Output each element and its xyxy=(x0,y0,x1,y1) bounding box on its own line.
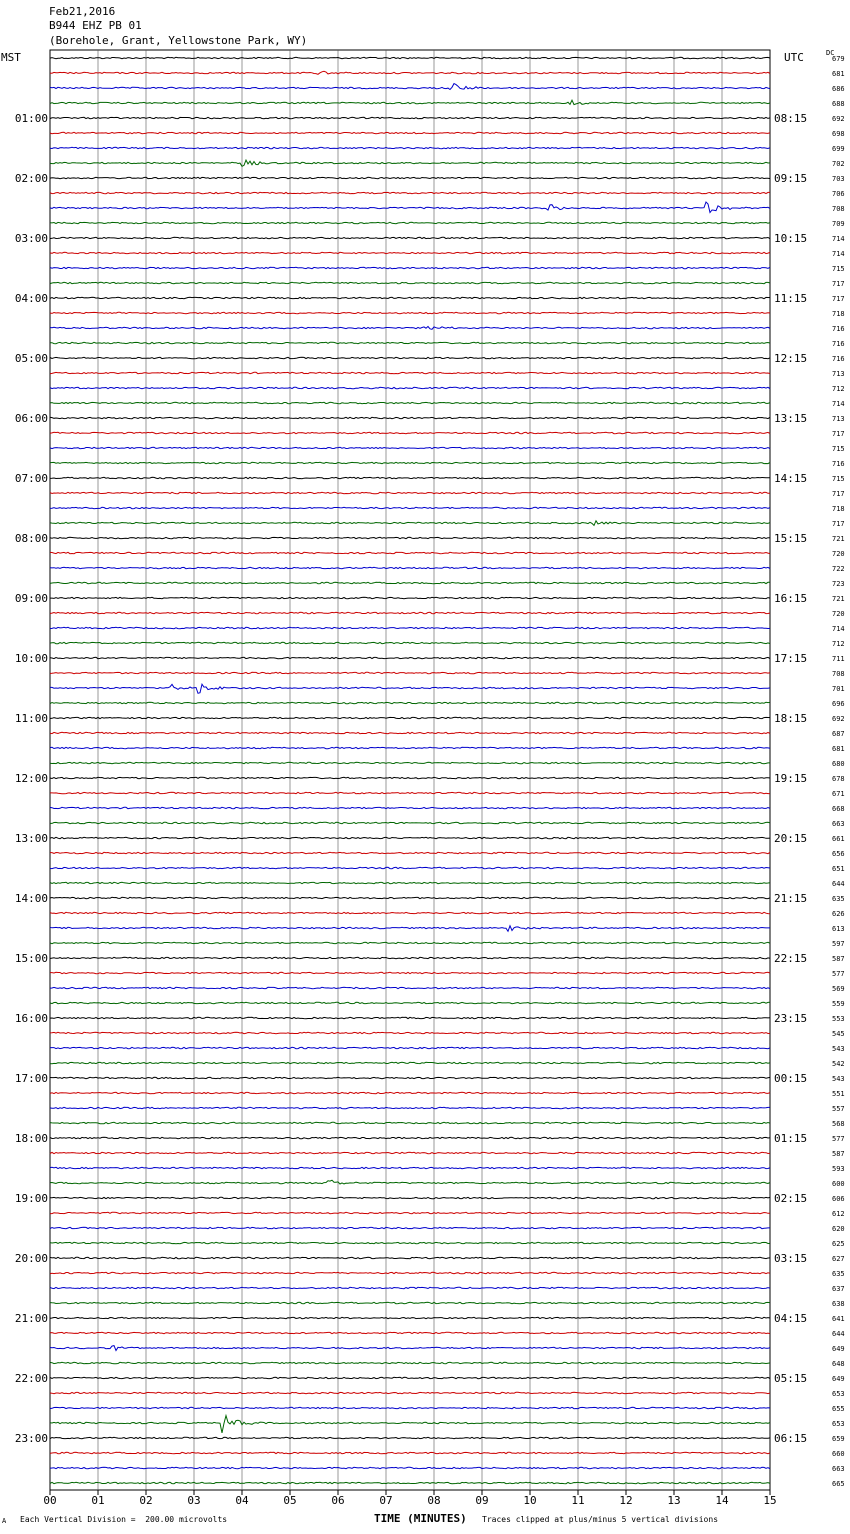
dc-offset-label: 655 xyxy=(832,1405,845,1413)
dc-offset-label: 665 xyxy=(832,1480,845,1488)
left-hour-label: 01:00 xyxy=(14,112,48,125)
left-timezone-label: MST xyxy=(1,51,21,64)
dc-offset-label: 715 xyxy=(832,445,845,453)
dc-offset-label: 671 xyxy=(832,790,845,798)
seismic-trace xyxy=(50,1416,770,1433)
dc-offset-label: 714 xyxy=(832,235,845,243)
dc-offset-label: 543 xyxy=(832,1045,845,1053)
dc-offset-label: 651 xyxy=(832,865,845,873)
dc-offset-label: 661 xyxy=(832,835,845,843)
x-tick-label: 04 xyxy=(235,1494,249,1507)
left-hour-label: 03:00 xyxy=(14,232,48,245)
seismic-trace xyxy=(50,432,770,433)
seismic-trace xyxy=(50,1287,770,1288)
left-hour-label: 13:00 xyxy=(14,832,48,845)
dc-offset-label: 722 xyxy=(832,565,845,573)
dc-offset-label: 659 xyxy=(832,1435,845,1443)
right-hour-label: 09:15 xyxy=(774,172,808,185)
seismic-trace xyxy=(50,357,770,358)
dc-offset-label: 587 xyxy=(832,1150,845,1158)
right-hour-label: 18:15 xyxy=(774,712,808,725)
seismic-trace xyxy=(50,1302,770,1303)
seismic-trace xyxy=(50,177,770,178)
x-tick-label: 08 xyxy=(427,1494,441,1507)
clip-note: Traces clipped at plus/minus 5 vertical divisions xyxy=(482,1515,719,1524)
left-hour-label: 14:00 xyxy=(14,892,48,905)
dc-offset-label: 638 xyxy=(832,1300,845,1308)
seismic-trace xyxy=(50,1092,770,1093)
right-hour-label: 03:15 xyxy=(774,1252,808,1265)
dc-offset-label: 681 xyxy=(832,70,845,78)
left-hour-label: 06:00 xyxy=(14,412,48,425)
dc-offset-label: 717 xyxy=(832,490,845,498)
dc-offset-label: 721 xyxy=(832,595,845,603)
seismic-trace xyxy=(50,1482,770,1483)
dc-offset-label: 714 xyxy=(832,625,845,633)
left-hour-label: 05:00 xyxy=(14,352,48,365)
seismic-trace xyxy=(50,57,770,58)
seismic-trace xyxy=(50,822,770,823)
x-tick-label: 15 xyxy=(763,1494,777,1507)
seismic-trace xyxy=(50,957,770,958)
seismic-trace xyxy=(50,222,770,223)
dc-offset-label: 660 xyxy=(832,1450,845,1458)
dc-offset-label: 708 xyxy=(832,670,845,678)
seismic-trace xyxy=(50,627,770,628)
seismic-trace xyxy=(50,867,770,868)
seismic-trace xyxy=(50,612,770,613)
seismic-trace xyxy=(50,672,770,673)
seismic-trace xyxy=(50,477,770,478)
seismic-trace xyxy=(50,160,770,166)
dc-offset-label: 653 xyxy=(832,1420,845,1428)
dc-offset-label: 644 xyxy=(832,1330,845,1338)
dc-offset-label: 593 xyxy=(832,1165,845,1173)
seismic-trace xyxy=(50,312,770,313)
dc-offset-label: 679 xyxy=(832,55,845,63)
dc-offset-label: 545 xyxy=(832,1030,845,1038)
x-tick-label: 13 xyxy=(667,1494,681,1507)
left-hour-label: 19:00 xyxy=(14,1192,48,1205)
dc-offset-label: 648 xyxy=(832,1360,845,1368)
left-hour-label: 02:00 xyxy=(14,172,48,185)
seismic-trace xyxy=(50,1257,770,1258)
seismic-trace xyxy=(50,926,770,932)
seismic-trace xyxy=(50,1197,770,1198)
left-hour-label: 16:00 xyxy=(14,1012,48,1025)
dc-offset-label: 703 xyxy=(832,175,845,183)
dc-offset-label: 625 xyxy=(832,1240,845,1248)
seismic-trace xyxy=(50,642,770,643)
dc-offset-label: 680 xyxy=(832,760,845,768)
dc-offset-label: 716 xyxy=(832,340,845,348)
right-hour-label: 22:15 xyxy=(774,952,808,965)
left-hour-label: 11:00 xyxy=(14,712,48,725)
dc-offset-label: 716 xyxy=(832,355,845,363)
dc-offset-label: 709 xyxy=(832,220,845,228)
dc-offset-label: 553 xyxy=(832,1015,845,1023)
dc-offset-label: 715 xyxy=(832,475,845,483)
seismic-trace xyxy=(50,1452,770,1453)
seismic-trace xyxy=(50,84,770,90)
dc-offset-label: 656 xyxy=(832,850,845,858)
dc-offset-label: 663 xyxy=(832,1465,845,1473)
dc-offset-label: 649 xyxy=(832,1375,845,1383)
seismic-trace xyxy=(50,1437,770,1438)
dc-offset-label: 717 xyxy=(832,430,845,438)
seismic-trace xyxy=(50,132,770,133)
seismic-trace xyxy=(50,717,770,718)
seismic-trace xyxy=(50,282,770,283)
dc-offset-label: 543 xyxy=(832,1075,845,1083)
dc-offset-label: 637 xyxy=(832,1285,845,1293)
dc-offset-label: 577 xyxy=(832,1135,845,1143)
seismic-trace xyxy=(50,1002,770,1003)
dc-offset-label: 714 xyxy=(832,400,845,408)
seismic-trace xyxy=(50,807,770,808)
seismic-trace xyxy=(50,521,770,526)
seismic-trace xyxy=(50,762,770,763)
x-tick-label: 00 xyxy=(43,1494,57,1507)
seismic-trace xyxy=(50,1032,770,1033)
x-tick-label: 10 xyxy=(523,1494,537,1507)
dc-offset-label: 716 xyxy=(832,460,845,468)
seismic-trace xyxy=(50,402,770,403)
seismic-trace xyxy=(50,387,770,388)
left-hour-label: 18:00 xyxy=(14,1132,48,1145)
dc-offset-label: 717 xyxy=(832,295,845,303)
seismic-trace xyxy=(50,1062,770,1063)
left-hour-label: 20:00 xyxy=(14,1252,48,1265)
dc-offset-label: 702 xyxy=(832,160,845,168)
seismic-trace xyxy=(50,1377,770,1378)
seismic-trace xyxy=(50,567,770,568)
seismic-trace xyxy=(50,1242,770,1243)
x-tick-label: 14 xyxy=(715,1494,729,1507)
dc-offset-label: 701 xyxy=(832,685,845,693)
seismic-trace xyxy=(50,792,770,793)
left-hour-label: 08:00 xyxy=(14,532,48,545)
dc-offset-label: 635 xyxy=(832,1270,845,1278)
right-hour-label: 10:15 xyxy=(774,232,808,245)
left-hour-label: 04:00 xyxy=(14,292,48,305)
seismic-trace xyxy=(50,1346,770,1351)
footer-mark: A xyxy=(2,1517,7,1525)
left-hour-label: 10:00 xyxy=(14,652,48,665)
seismic-trace xyxy=(50,732,770,733)
dc-offset-label: 542 xyxy=(832,1060,845,1068)
seismic-trace xyxy=(50,327,770,330)
seismic-trace xyxy=(50,1272,770,1273)
seismic-trace xyxy=(50,684,770,693)
dc-offset-label: 678 xyxy=(832,775,845,783)
dc-offset-label: 635 xyxy=(832,895,845,903)
right-hour-label: 06:15 xyxy=(774,1432,808,1445)
x-tick-label: 01 xyxy=(91,1494,105,1507)
seismic-trace xyxy=(50,252,770,253)
dc-offset-label: 688 xyxy=(832,100,845,108)
seismic-trace xyxy=(50,1227,770,1228)
dc-offset-label: 692 xyxy=(832,115,845,123)
dc-offset-label: 627 xyxy=(832,1255,845,1263)
station-location: (Borehole, Grant, Yellowstone Park, WY) xyxy=(49,34,308,47)
seismic-trace xyxy=(50,597,770,598)
dc-offset-label: 720 xyxy=(832,610,845,618)
dc-offset-label: 711 xyxy=(832,655,845,663)
seismic-trace xyxy=(50,747,770,748)
dc-offset-label: 708 xyxy=(832,205,845,213)
left-hour-label: 09:00 xyxy=(14,592,48,605)
seismic-trace xyxy=(50,912,770,913)
chart-date: Feb21,2016 xyxy=(49,5,116,18)
right-hour-label: 11:15 xyxy=(774,292,808,305)
right-hour-label: 12:15 xyxy=(774,352,808,365)
dc-offset-label: 612 xyxy=(832,1210,845,1218)
dc-offset-label: 653 xyxy=(832,1390,845,1398)
dc-offset-label: 663 xyxy=(832,820,845,828)
dc-offset-label: 569 xyxy=(832,985,845,993)
left-hour-label: 15:00 xyxy=(14,952,48,965)
seismic-trace xyxy=(50,1077,770,1078)
seismic-trace xyxy=(50,1137,770,1138)
seismic-trace xyxy=(50,447,770,448)
dc-offset-label: 717 xyxy=(832,520,845,528)
seismic-trace xyxy=(50,1180,770,1184)
scale-note: Each Vertical Division = 200.00 microvolts xyxy=(20,1515,228,1524)
seismic-trace xyxy=(50,1167,770,1168)
seismic-trace xyxy=(50,702,770,703)
dc-offset-label: 699 xyxy=(832,145,845,153)
dc-offset-label: 712 xyxy=(832,385,845,393)
seismic-trace xyxy=(50,492,770,493)
x-tick-label: 06 xyxy=(331,1494,345,1507)
seismic-trace xyxy=(50,1107,770,1108)
dc-offset-label: 723 xyxy=(832,580,845,588)
dc-offset-label: 641 xyxy=(832,1315,845,1323)
seismic-trace xyxy=(50,852,770,853)
seismic-trace xyxy=(50,972,770,973)
seismic-trace xyxy=(50,147,770,148)
right-hour-label: 08:15 xyxy=(774,112,808,125)
right-hour-label: 17:15 xyxy=(774,652,808,665)
dc-offset-label: 587 xyxy=(832,955,845,963)
seismic-trace xyxy=(50,1332,770,1333)
seismic-trace xyxy=(50,117,770,118)
dc-offset-label: 717 xyxy=(832,280,845,288)
dc-offset-label: 626 xyxy=(832,910,845,918)
seismic-trace xyxy=(50,1017,770,1018)
seismic-trace xyxy=(50,342,770,343)
dc-offset-label: 597 xyxy=(832,940,845,948)
dc-offset-label: 600 xyxy=(832,1180,845,1188)
x-tick-label: 03 xyxy=(187,1494,201,1507)
x-tick-label: 11 xyxy=(571,1494,585,1507)
dc-offset-label: 715 xyxy=(832,265,845,273)
x-axis-title: TIME (MINUTES) xyxy=(374,1512,467,1525)
left-hour-label: 23:00 xyxy=(14,1432,48,1445)
seismic-trace xyxy=(50,882,770,883)
seismic-trace xyxy=(50,1047,770,1048)
seismic-trace xyxy=(50,1317,770,1318)
dc-offset-header: DC xyxy=(826,49,835,57)
right-hour-label: 23:15 xyxy=(774,1012,808,1025)
left-hour-label: 07:00 xyxy=(14,472,48,485)
seismic-trace xyxy=(50,942,770,943)
x-tick-label: 07 xyxy=(379,1494,393,1507)
seismic-trace xyxy=(50,582,770,583)
seismic-trace xyxy=(50,372,770,373)
dc-offset-label: 606 xyxy=(832,1195,845,1203)
right-hour-label: 21:15 xyxy=(774,892,808,905)
dc-offset-label: 687 xyxy=(832,730,845,738)
right-hour-label: 19:15 xyxy=(774,772,808,785)
dc-offset-label: 713 xyxy=(832,415,845,423)
x-tick-label: 05 xyxy=(283,1494,297,1507)
seismic-trace xyxy=(50,1407,770,1408)
dc-offset-label: 714 xyxy=(832,250,845,258)
seismic-trace xyxy=(50,777,770,778)
seismic-trace xyxy=(50,417,770,418)
dc-offset-label: 551 xyxy=(832,1090,845,1098)
dc-offset-label: 706 xyxy=(832,190,845,198)
seismic-trace xyxy=(50,1122,770,1123)
x-tick-label: 09 xyxy=(475,1494,489,1507)
dc-offset-label: 620 xyxy=(832,1225,845,1233)
seismic-trace xyxy=(50,71,770,74)
dc-offset-label: 692 xyxy=(832,715,845,723)
right-timezone-label: UTC xyxy=(784,51,804,64)
dc-offset-label: 698 xyxy=(832,130,845,138)
dc-offset-label: 557 xyxy=(832,1105,845,1113)
right-hour-label: 15:15 xyxy=(774,532,808,545)
dc-offset-label: 559 xyxy=(832,1000,845,1008)
dc-offset-label: 668 xyxy=(832,805,845,813)
seismic-trace xyxy=(50,987,770,988)
right-hour-label: 14:15 xyxy=(774,472,808,485)
right-hour-label: 02:15 xyxy=(774,1192,808,1205)
seismic-trace xyxy=(50,1362,770,1363)
seismic-trace xyxy=(50,462,770,463)
dc-offset-label: 644 xyxy=(832,880,845,888)
dc-offset-label: 686 xyxy=(832,85,845,93)
seismic-trace xyxy=(50,657,770,658)
dc-offset-label: 577 xyxy=(832,970,845,978)
left-hour-label: 17:00 xyxy=(14,1072,48,1085)
right-hour-label: 16:15 xyxy=(774,592,808,605)
right-hour-label: 01:15 xyxy=(774,1132,808,1145)
seismic-trace xyxy=(50,100,770,104)
right-hour-label: 05:15 xyxy=(774,1372,808,1385)
right-hour-label: 00:15 xyxy=(774,1072,808,1085)
seismic-trace xyxy=(50,297,770,298)
dc-offset-label: 649 xyxy=(832,1345,845,1353)
seismic-trace xyxy=(50,837,770,838)
left-hour-label: 21:00 xyxy=(14,1312,48,1325)
seismic-trace xyxy=(50,537,770,538)
seismic-trace xyxy=(50,507,770,508)
dc-offset-label: 713 xyxy=(832,370,845,378)
x-tick-label: 02 xyxy=(139,1494,153,1507)
right-hour-label: 04:15 xyxy=(774,1312,808,1325)
seismic-trace xyxy=(50,897,770,898)
dc-offset-label: 712 xyxy=(832,640,845,648)
seismic-trace xyxy=(50,1467,770,1468)
right-hour-label: 13:15 xyxy=(774,412,808,425)
right-hour-label: 20:15 xyxy=(774,832,808,845)
station-name: B944 EHZ PB 01 xyxy=(49,19,142,32)
seismic-trace xyxy=(50,237,770,238)
dc-offset-label: 721 xyxy=(832,535,845,543)
seismic-trace xyxy=(50,1152,770,1153)
dc-offset-label: 718 xyxy=(832,505,845,513)
dc-offset-label: 696 xyxy=(832,700,845,708)
seismic-trace xyxy=(50,552,770,553)
dc-offset-label: 568 xyxy=(832,1120,845,1128)
dc-offset-label: 716 xyxy=(832,325,845,333)
left-hour-label: 12:00 xyxy=(14,772,48,785)
seismic-trace xyxy=(50,1392,770,1393)
seismic-trace xyxy=(50,267,770,268)
dc-offset-label: 613 xyxy=(832,925,845,933)
dc-offset-label: 681 xyxy=(832,745,845,753)
seismic-trace xyxy=(50,202,770,213)
seismic-trace xyxy=(50,1212,770,1213)
dc-offset-label: 718 xyxy=(832,310,845,318)
seismic-trace xyxy=(50,192,770,193)
x-tick-label: 12 xyxy=(619,1494,633,1507)
dc-offset-label: 720 xyxy=(832,550,845,558)
left-hour-label: 22:00 xyxy=(14,1372,48,1385)
